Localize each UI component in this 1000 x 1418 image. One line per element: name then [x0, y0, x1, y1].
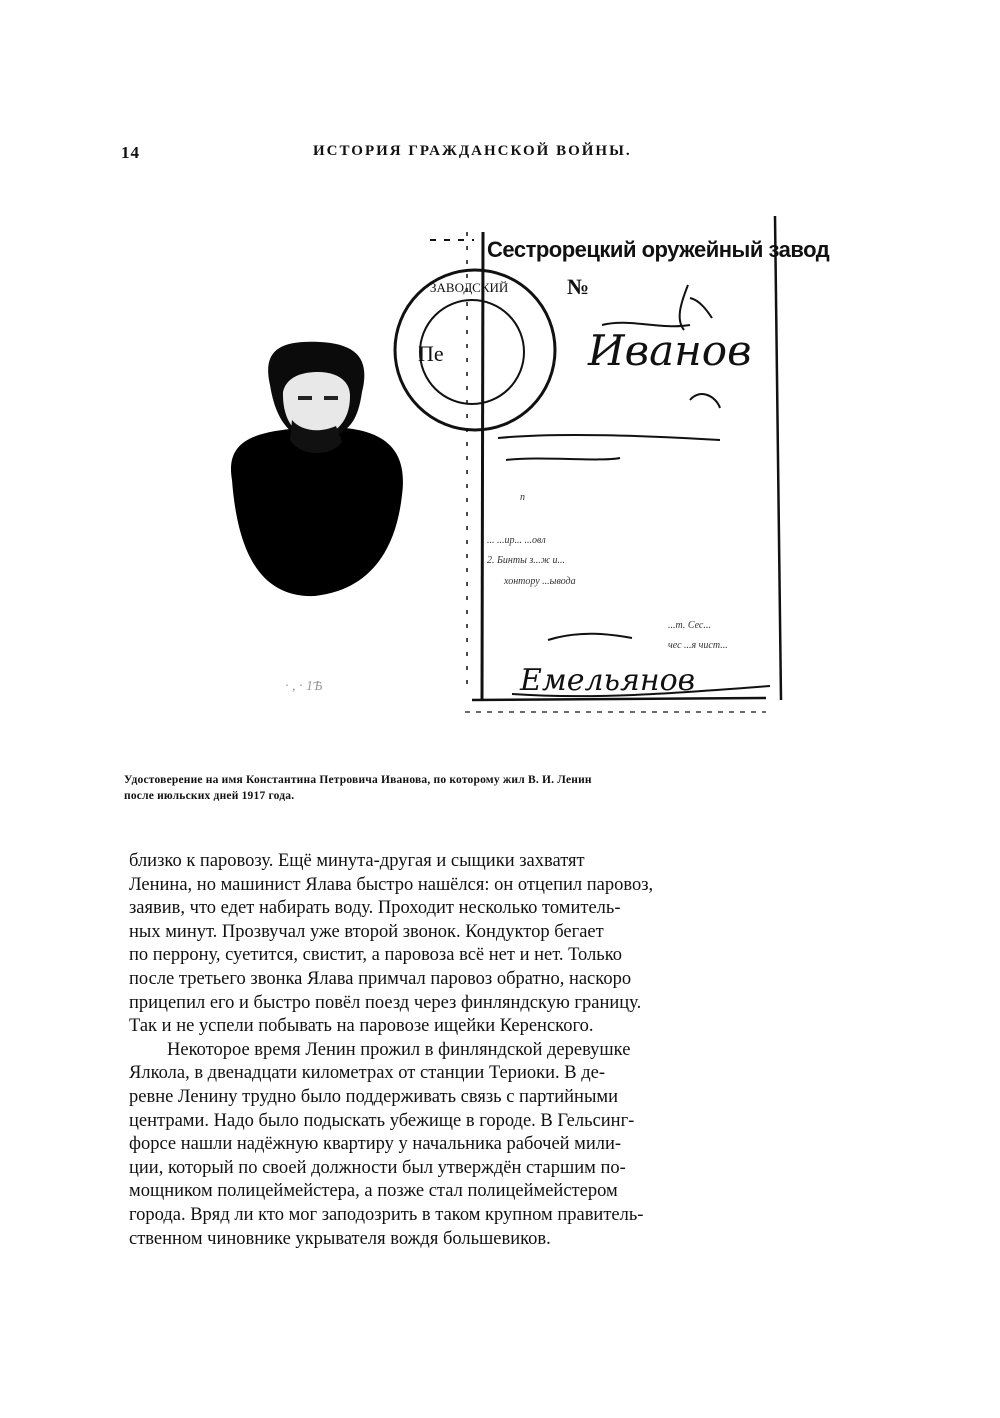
svg-text:Пе: Пе [418, 341, 444, 366]
text-line: мощником полицеймейстера, а позже стал полицеймейстером [129, 1181, 618, 1202]
text-line: Ленина, но машинист Ялава быстро нашёлся: он отцепил паровоз, [129, 874, 654, 895]
text-line: ственном чиновнике укрывателя вождя большевиков. [129, 1228, 551, 1249]
text-line: центрами. Надо было подыскать убежище в городе. В Гельсинг- [129, 1110, 635, 1131]
text-line: ции, который по своей должности был утверждён старшим по- [129, 1157, 626, 1178]
text-line: Ялкола, в двенадцати километрах от станции Териоки. В де- [129, 1063, 606, 1084]
text-line: Некоторое время Ленин прожил в финляндской деревушке [167, 1039, 631, 1060]
text-line: близко к паровозу. Ещё минута-другая и сыщики захватят [129, 851, 585, 871]
svg-text:2. Бинты з...ж и...: 2. Бинты з...ж и... [487, 555, 566, 566]
paragraph [129, 850, 827, 1039]
text-line: ревне Ленину трудно было поддерживать связь с партийными [129, 1086, 618, 1107]
text-line: после третьего звонка Ялава примчал паровоз обратно, наскоро [129, 968, 632, 989]
svg-text:... ...ир... ...овл: ... ...ир... ...овл [487, 535, 546, 546]
svg-text:...т. Сес...: ...т. Сес... [668, 620, 711, 631]
text-line: форсе нашли надёжную квартиру у начальника рабочей мили- [129, 1134, 622, 1155]
caption-line: Удостоверение на имя Константина Петровича Иванова, по которому жил В. И. Ленин [124, 774, 592, 786]
text-line: города. Вряд ли кто мог заподозрить в таком крупном правитель- [129, 1204, 644, 1225]
svg-text:ЗАВОДСКИЙ: ЗАВОДСКИЙ [430, 280, 509, 295]
page-number: 14 [121, 143, 140, 162]
text-line: Так и не успели побывать на паровозе ищейки Керенского. [129, 1016, 594, 1037]
caption-line: после июльских дней 1917 года. [124, 790, 295, 802]
text-line: по перрону, суетится, свистит, а паровоза всё нет и нет. Только [129, 945, 623, 966]
paragraph [129, 1039, 827, 1251]
running-title: ИСТОРИЯ ГРАЖДАНСКОЙ ВОЙНЫ. [313, 143, 632, 159]
printed-form-lines [487, 492, 728, 651]
signature: Емельянов [520, 663, 696, 698]
handwritten-name: Иванов [588, 326, 752, 375]
svg-text:хонтору ...ывода: хонтору ...ывода [504, 576, 576, 587]
svg-text:· , · 1Ѣ: · , · 1Ѣ [285, 679, 323, 694]
figure-caption [124, 772, 824, 804]
text-line: ных минут. Прозвучал уже второй звонок. Кондуктор бегает [129, 921, 604, 942]
portrait-photo [231, 342, 403, 596]
text-line: прицепил его и быстро повёл поезд через финляндскую границу. [129, 992, 642, 1013]
text-line: заявив, что едет набирать воду. Проходит несколько томитель- [129, 898, 621, 919]
body-text [129, 850, 827, 1251]
svg-text:п: п [520, 492, 525, 503]
document-heading: Сестрорецкий оружейный завод [487, 237, 830, 262]
number-label: № [567, 274, 590, 299]
svg-text:чес ...я чист...: чес ...я чист... [668, 640, 728, 651]
round-stamp [395, 270, 555, 430]
